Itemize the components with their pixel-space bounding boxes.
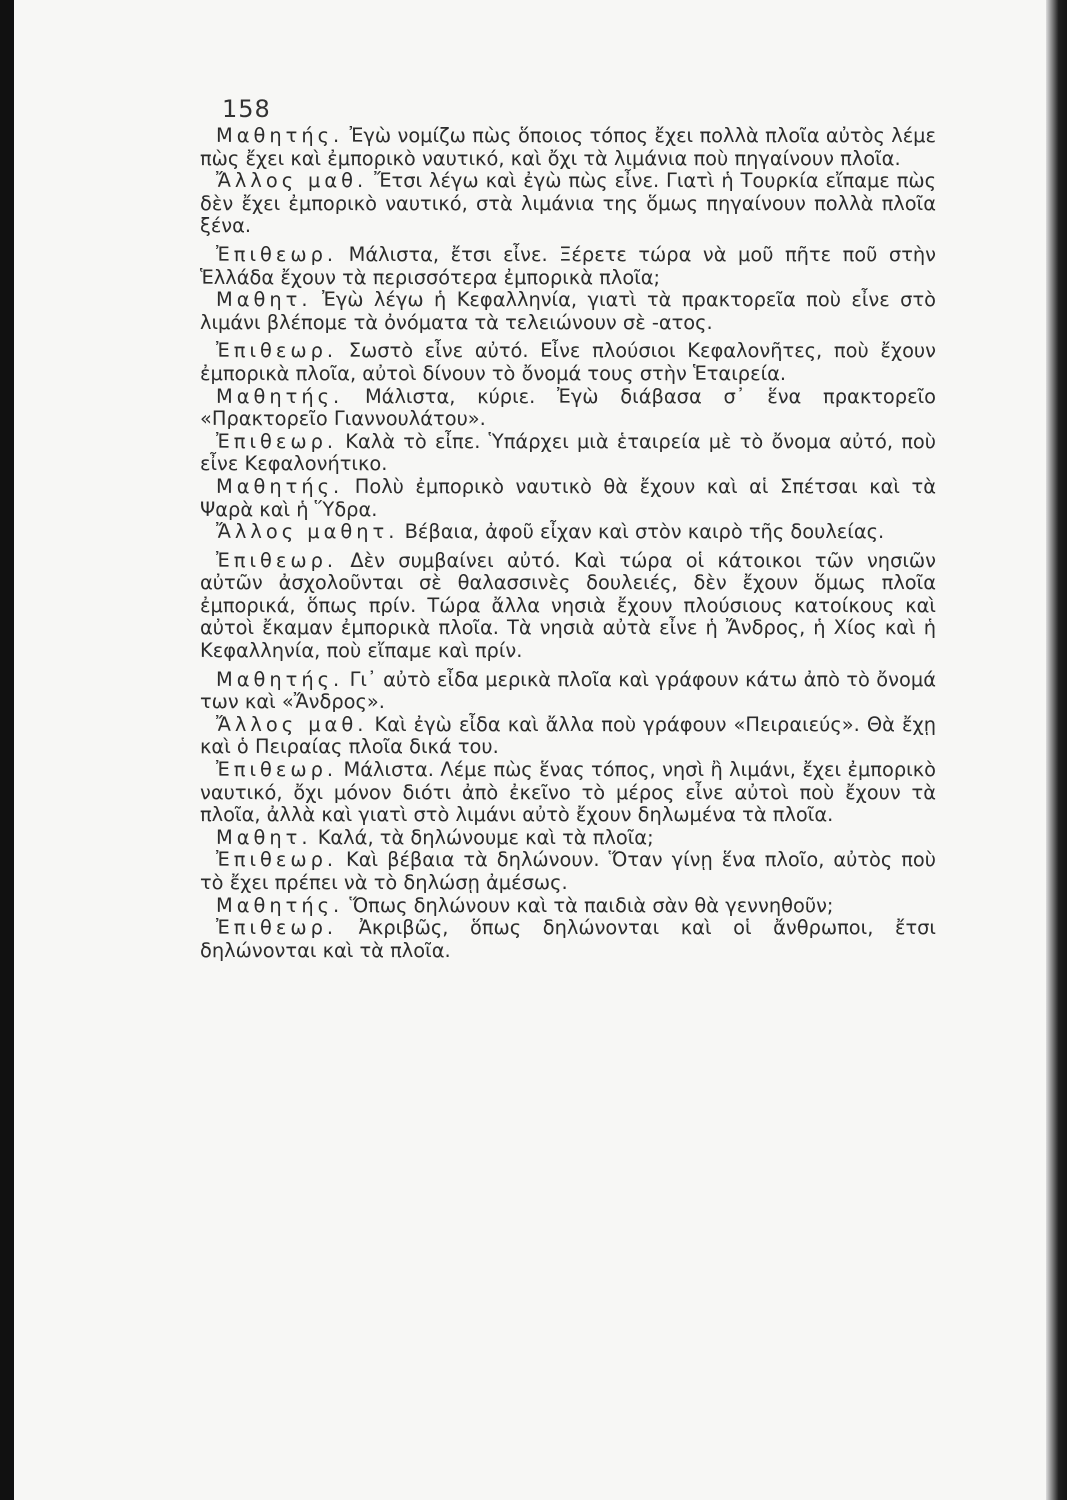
paragraph-text: Σωστὸ εἶνε αὐτό. Εἶνε πλούσιοι Κεφαλονῆτες, ποὺ ἔχουν ἐμπορικὰ πλοῖα, αὐτοὶ δίνουν τὸ ὄνομά τους στὴν Ἑταιρεία. — [200, 339, 936, 385]
paragraph — [200, 849, 936, 894]
paragraph — [200, 669, 936, 714]
paragraph — [200, 917, 936, 962]
paragraph-text: Καὶ βέβαια τὰ δηλώνουν. Ὅταν γίνῃ ἕνα πλοῖο, αὐτὸς ποὺ τὸ ἔχει πρέπει νὰ τὸ δηλώσῃ ἀμέσως. — [200, 848, 936, 894]
paragraph-text: Ἔτσι λέγω καὶ ἐγὼ πὼς εἶνε. Γιατὶ ἡ Τουρκία εἴπαμε πὼς δὲν ἔχει ἐμπορικὸ ναυτικό, στὰ λιμάνια της ὅμως πηγαίνουν πολλὰ πλοῖα ξένα. — [200, 169, 936, 238]
speaker-label: Μαθητής. — [216, 667, 344, 691]
speaker-label: Ἐπιθεωρ. — [216, 548, 338, 572]
paragraph — [200, 550, 936, 663]
paragraph — [200, 340, 936, 385]
speaker-label: Ἐπιθεωρ. — [216, 242, 338, 266]
speaker-label: Μαθητής. — [216, 474, 344, 498]
speaker-label: Ἐπιθεωρ. — [216, 758, 338, 782]
dialogue-text — [200, 125, 936, 962]
paragraph-text: Πολὺ ἐμπορικὸ ναυτικὸ θὰ ἔχουν καὶ αἱ Σπέτσαι καὶ τὰ Ψαρὰ καὶ ἡ Ὕδρα. — [200, 474, 936, 521]
paragraph-text: Καλά, τὰ δηλώνουμε καὶ τὰ πλοῖα; — [317, 825, 654, 849]
paragraph — [200, 386, 936, 431]
scan-left-edge — [0, 0, 14, 1500]
speaker-label: Μαθητής. — [216, 124, 344, 147]
paragraph-text: Ὅπως δηλώνουν καὶ τὰ παιδιὰ σὰν θὰ γεννηθοῦν; — [349, 893, 834, 917]
speaker-label: Μαθητ. — [216, 288, 312, 312]
speaker-label: Ἐπιθεωρ. — [216, 848, 338, 872]
speaker-label: Ἐπιθεωρ. — [216, 916, 338, 940]
paragraph-text: Ἐγὼ λέγω ἡ Κεφαλληνία, γιατὶ τὰ πρακτορεῖα ποὺ εἶνε στὸ λιμάνι βλέπομε τὰ ὀνόματα τὰ τελειώνουν σὲ -ατος. — [200, 288, 936, 334]
paragraph-text: Ἐγὼ νομίζω πὼς ὅποιος τόπος ἔχει πολλὰ πλοῖα αὐτὸς λέμε πὼς ἔχει καὶ ἐμπορικὸ ναυτικό, καὶ ὄχι τὰ λιμάνια ποὺ πηγαίνουν πλοῖα. — [200, 124, 936, 170]
paragraph-text: Ἀκριβῶς, ὅπως δηλώνονται καὶ οἱ ἄνθρωποι, ἔτσι δηλώνονται καὶ τὰ πλοῖα. — [200, 916, 936, 962]
paragraph — [200, 521, 936, 544]
paragraph-text: Μάλιστα, κύριε. Ἐγὼ διάβασα σ᾽ ἕνα πρακτορεῖο «Πρακτορεῖο Γιαννουλάτου». — [200, 384, 936, 431]
speaker-label: Ἄλλος μαθ. — [216, 712, 368, 736]
speaker-label: Ἄλλος μαθ. — [216, 169, 368, 193]
paragraph — [200, 714, 936, 759]
paragraph — [200, 827, 936, 850]
speaker-label: Ἄλλος μαθητ. — [216, 520, 399, 544]
page-number: 158 — [222, 95, 271, 123]
paragraph — [200, 476, 936, 521]
paragraph — [200, 431, 936, 476]
scan-right-edge — [1046, 0, 1067, 1500]
paragraph — [200, 289, 936, 334]
paragraph-text: Καὶ ἐγὼ εἶδα καὶ ἄλλα ποὺ γράφουν «Πειραιεύς». Θὰ ἔχῃ καὶ ὁ Πειραίας πλοῖα δικά του. — [200, 712, 937, 759]
book-page — [14, 0, 1046, 1500]
paragraph — [200, 244, 936, 289]
paragraph-text: Καλὰ τὸ εἶπε. Ὑπάρχει μιὰ ἑταιρεία μὲ τὸ ὄνομα αὐτό, ποὺ εἶνε Κεφαλονήτικο. — [200, 429, 936, 476]
paragraph — [200, 895, 936, 918]
speaker-label: Μαθητ. — [216, 825, 312, 849]
speaker-label: Μαθητής. — [216, 893, 344, 917]
speaker-label: Ἐπιθεωρ. — [216, 339, 338, 363]
speaker-label: Ἐπιθεωρ. — [216, 429, 338, 453]
paragraph-text: Δὲν συμβαίνει αὐτό. Καὶ τώρα οἱ κάτοικοι τῶν νησιῶν αὐτῶν ἀσχολοῦνται σὲ θαλασσινὲς δουλειές, δὲν ἔχουν ὅμως πλοῖα ἐμπορικά, ὅπως πρίν. Τώρα ἄλλα νησιὰ ἔχουν πλούσιους κατοίκους καὶ αὐτοὶ ἔκαμαν ἐμπορικὰ πλοῖα. Τὰ νησιὰ αὐτὰ εἶνε ἡ Ἄνδρος, ἡ Χίος καὶ ἡ Κεφαλληνία, ποὺ εἴπαμε καὶ πρίν. — [200, 548, 936, 663]
paragraph — [200, 170, 936, 238]
paragraph-text: Μάλιστα. Λέμε πὼς ἕνας τόπος, νησὶ ἢ λιμάνι, ἔχει ἐμπορικὸ ναυτικό, ὄχι μόνον διότι ἀπὸ ἐκεῖνο τὸ μέρος εἶνε αὐτοὶ ποὺ ἔχουν τὰ πλοῖα, ἀλλὰ καὶ γιατὶ στὸ λιμάνι αὐτὸ ἔχουν δηλωμένα τὰ πλοῖα. — [200, 758, 936, 827]
paragraph-text: Γι᾽ αὐτὸ εἶδα μερικὰ πλοῖα καὶ γράφουν κάτω ἀπὸ τὸ ὄνομά των καὶ «Ἄνδρος». — [200, 667, 936, 714]
paragraph-text: Βέβαια, ἀφοῦ εἶχαν καὶ στὸν καιρὸ τῆς δουλείας. — [404, 520, 885, 544]
paragraph-text: Μάλιστα, ἔτσι εἶνε. Ξέρετε τώρα νὰ μοῦ πῆτε ποῦ στὴν Ἑλλάδα ἔχουν τὰ περισσότερα ἐμπορικὰ πλοῖα; — [200, 242, 936, 289]
speaker-label: Μαθητής. — [216, 384, 344, 408]
paragraph — [200, 125, 936, 170]
paragraph — [200, 759, 936, 827]
